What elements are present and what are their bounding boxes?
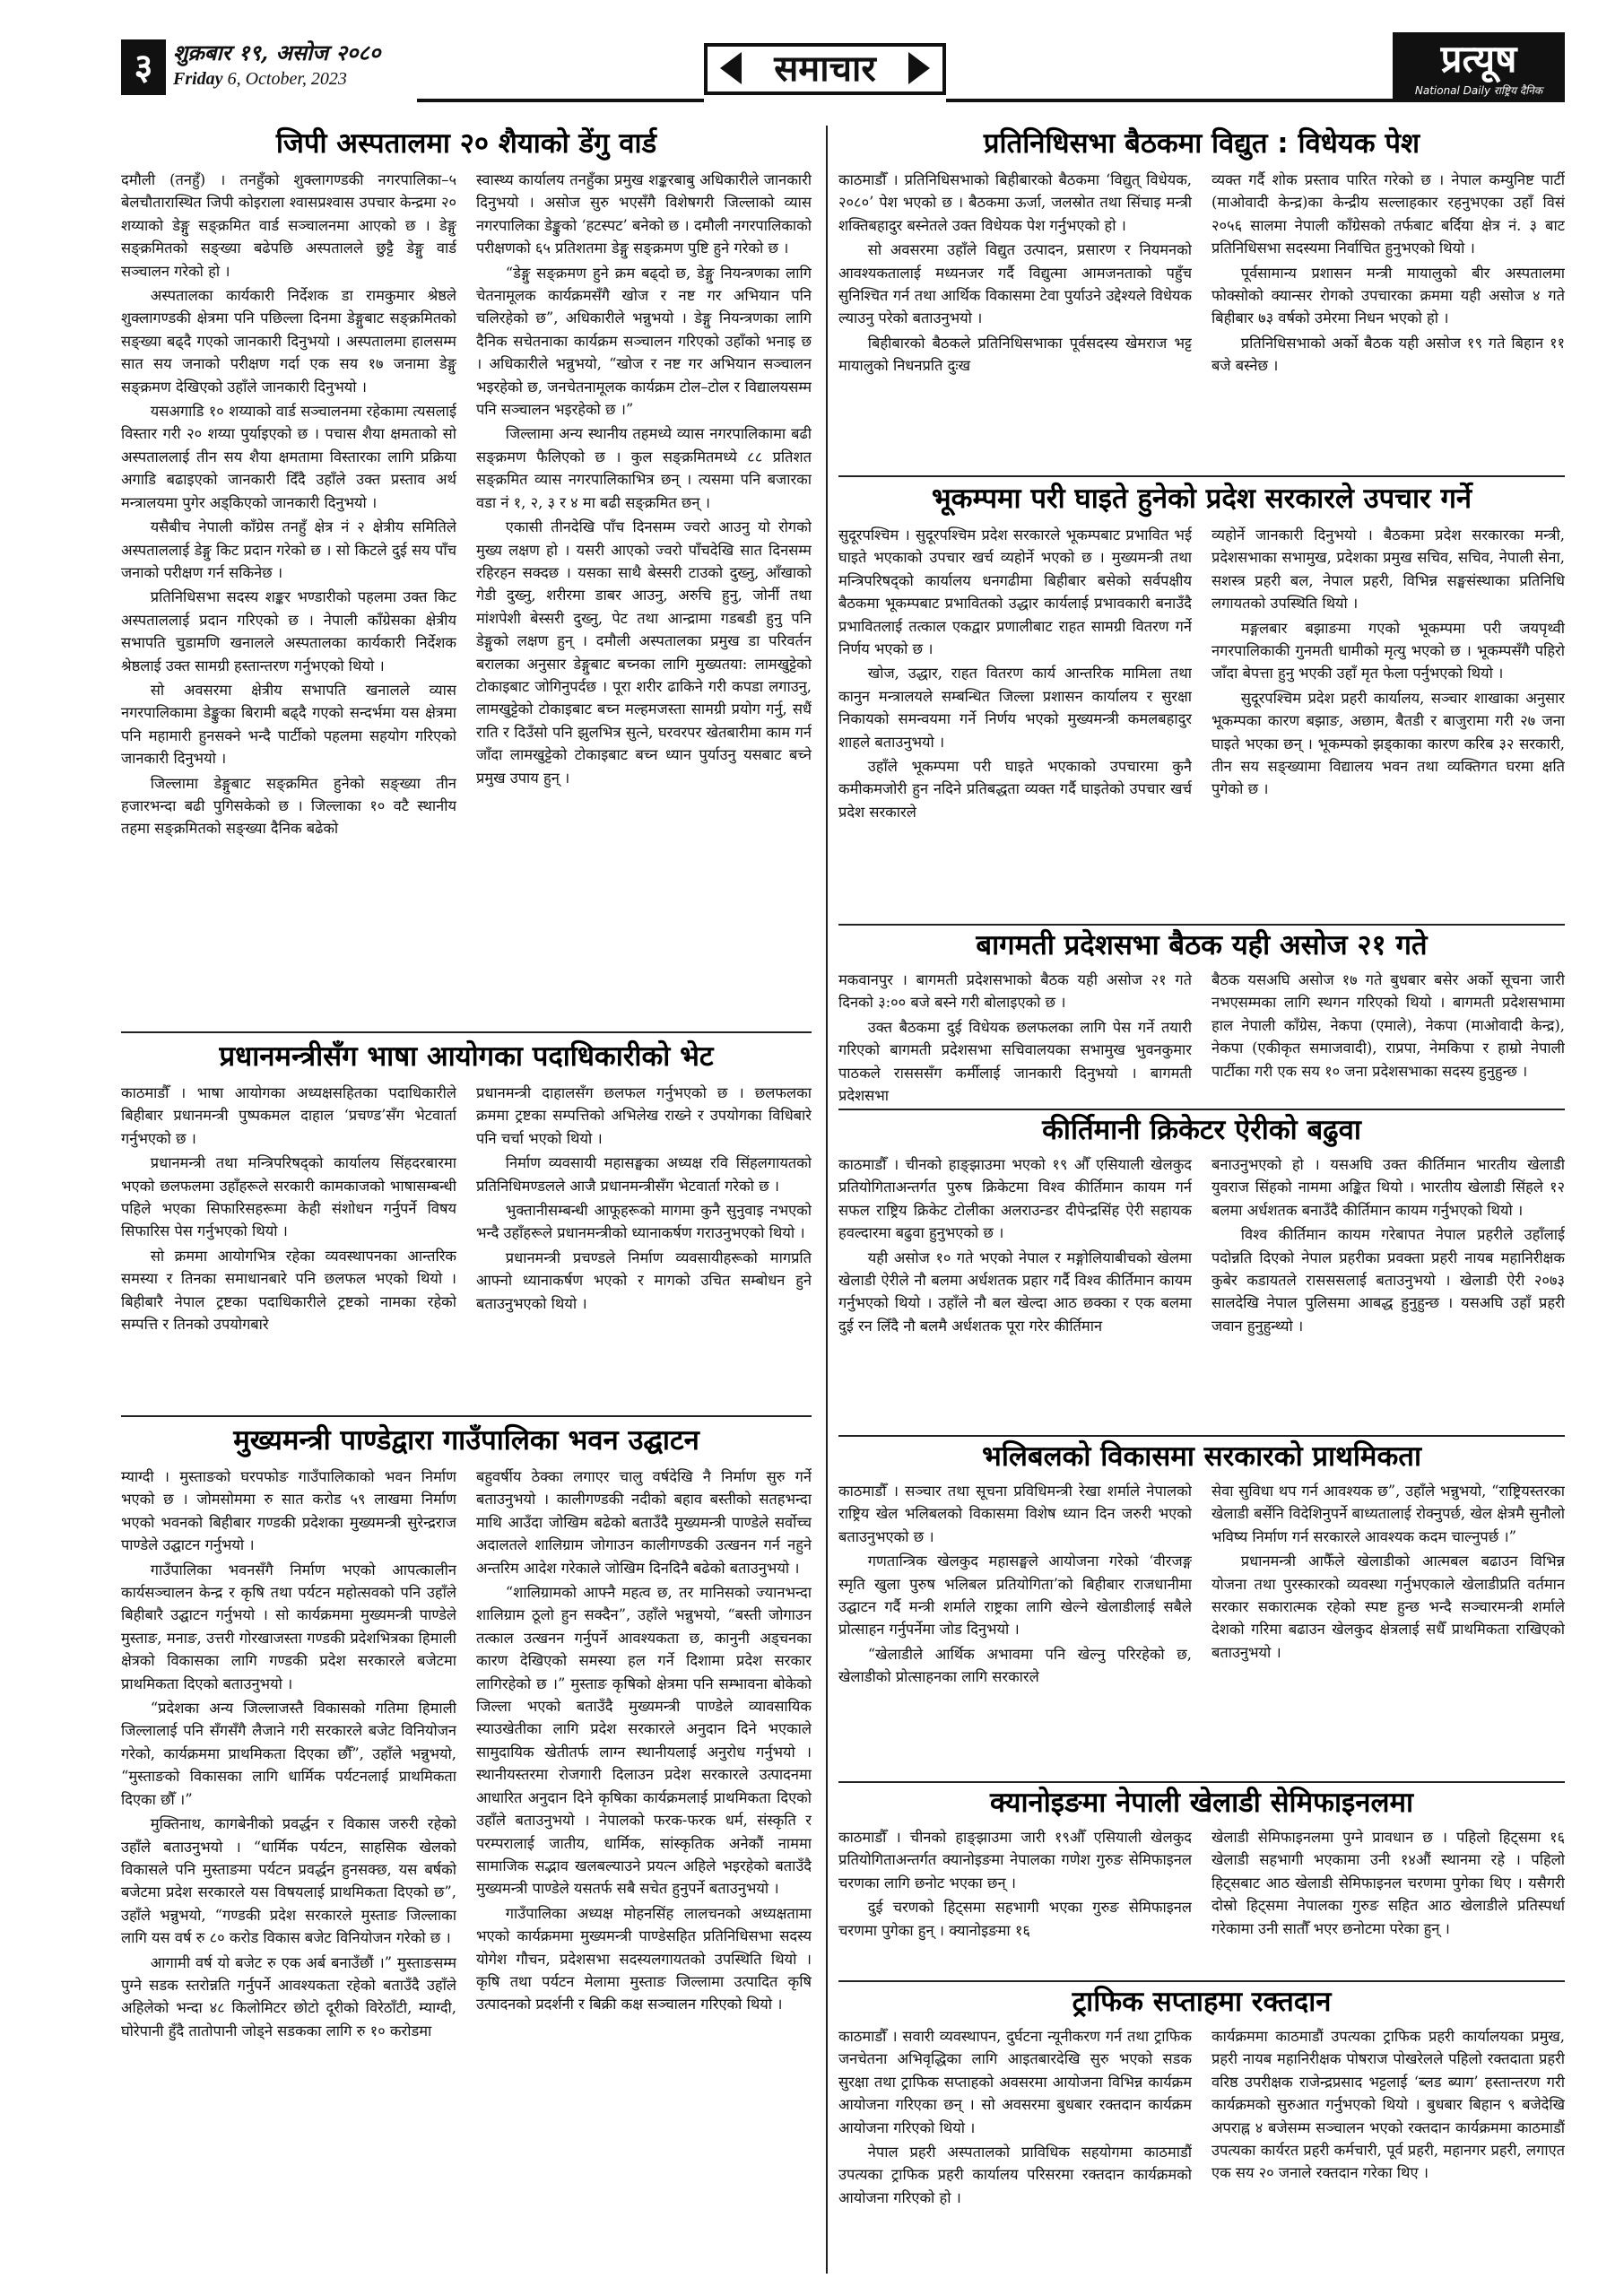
day-english: Friday: [173, 69, 223, 89]
article-body: [838, 169, 1565, 471]
paragraph: “खेलाडीले आर्थिक अभावमा पनि खेल्नु परिरहेको छ, खेलाडीको प्रोत्साहनका लागि सरकारले: [838, 1645, 1192, 1686]
paragraph: प्रधानमन्त्री दाहालसँग छलफल गर्नुभएको छ । छलफलका क्रममा ट्रष्टका सम्पत्तिको अभिलेख राख्ने र उपयोगका विधिबारे पनि चर्चा भएको थियो ।: [476, 1084, 812, 1147]
article-separator: [838, 1980, 1565, 1982]
page-number: ३: [121, 39, 166, 95]
paragraph: एकासी तीनदेखि पाँच दिनसम्म ज्वरो आउनु यो रोगको मुख्य लक्षण हो । यसरी आएको ज्वरो पाँचदेखि सात दिनसम्म रहिरहन सक्दछ । यसका साथै बेस्सरी टाउको दुख्नु, आँखाको गेडी दुख्नु, शरीरमा डाबर आउनु, अरुचि हुनु, जोर्नी तथा मांशपेशी बेस्सरी दुख्नु, पेट तथा आन्द्रामा गडबडी हुनु पनि डेङ्गुको लक्षण हुन् । दमौली अस्पतालका प्रमुख डा परिवर्तन बरालका अनुसार डेङ्गुबाट बच्नका लागि मुख्यतया: लामखुट्टेको टोकाइबाट जोगिनुपर्दछ । पूरा शरीर ढाकिने गरी कपडा लगाउनु, लामखुट्टेको टोकाइबाट बच्न मल्हमजस्ता सामग्री प्रयोग गर्नु, सधैं राति र दिउँसो पनि झुलभित्र सुत्ने, घरवरपर खेतबारीमा काम गर्न जाँदा लामखुट्टेको टोकाइबाट बच्न ध्यान पुर्याउनु यसबाट बच्ने प्रमुख उपाय हुन् ।: [476, 518, 812, 787]
article-column-2: [1211, 524, 1565, 920]
article-headline: ट्राफिक सप्ताहमा रक्तदान: [1072, 1986, 1332, 2018]
paragraph: आगामी वर्ष यो बजेट रु एक अर्ब बनाउँछौं ।” मुस्ताङसम्म पुग्ने सडक स्तरोन्नति गर्नुपर्ने आवश्यकता रहेको बताउँदै उहाँले अहिलेको भन्दा ४८ किलोमिटर छोटो दूरीको विरेठाँटी, म्याग्दी, घोरेपानी हुँदै तातोपानी जोड्ने सडकका लागि रु १० करोडमा: [121, 1953, 456, 2039]
paragraph: यसअगाडि १० शय्याको वार्ड सञ्चालनमा रहेकामा त्यसलाई विस्तार गरी २० शय्या पुर्याइएको छ । पचास शैया क्षमताको सो अस्पताललाई तीन सय शैया क्षमतामा विस्तारका लागि प्रक्रिया अगाडि बढाइएको जानकारी दिँदै उहाँले उक्त प्रस्ताव अर्थ मन्त्रालयमा पुगेर अड्किएको जानकारी दिनुभयो ।: [121, 403, 456, 511]
paragraph: काठमाडौँ । सवारी व्यवस्थापन, दुर्घटना न्यूनीकरण गर्न तथा ट्राफिक जनचेतना अभिवृद्धिका लागि आइतबारदेखि सुरु भएको सडक सुरक्षा तथा ट्राफिक सप्ताहको अवसरमा आयोजना विभिन्न कार्यक्रम आयोजना गरिएका छन् । सो अवसरमा बुधबार रक्तदान कार्यक्रम आयोजना गरिएको थियो ।: [838, 2028, 1192, 2136]
paragraph: निर्माण व्यवसायी महासङ्घका अध्यक्ष रवि सिंहलगायतको प्रतिनिधिमण्डलले आजै प्रधानमन्त्रीसँग भेटवार्ता गरेको छ ।: [476, 1154, 812, 1195]
paragraph: काठमाडौँ । प्रतिनिधिसभाको बिहीबारको बैठकमा ‘विद्युत् विधेयक, २०८०’ पेश भएको छ । बैठकमा ऊर्जा, जलस्रोत तथा सिंचाइ मन्त्री शक्तिबहादुर बस्नेतले उक्त विधेयक पेश गर्नुभएको हो ।: [838, 171, 1192, 234]
article-headline: जिपी अस्पतालमा २० शैयाको डेंगु वार्ड: [275, 127, 657, 160]
date-nepali: शुक्रबार १९, असोज २०८०: [173, 39, 381, 65]
article-column-2: [1211, 1153, 1565, 1431]
article-column-1: [838, 1480, 1192, 1778]
paragraph: सेवा सुविधा थप गर्न आवश्यक छ”, उहाँले भन्नुभयो, “राष्ट्रियस्तरका खेलाडी बर्सेनि विदेशिनुपर्ने बाध्यतालाई रोक्नुपर्छ, खेल क्षेत्रमै सुनौलो भविष्य निर्माण गर्न सरकारले आवश्यक कदम चाल्नुपर्छ ।”: [1211, 1483, 1565, 1545]
paragraph: “डेङ्गु सङ्क्रमण हुने क्रम बढ्दो छ, डेङ्गु नियन्त्रणका लागि चेतनामूलक कार्यक्रमसँगै खोज र नष्ट गर अभियान पनि चलिरहेको छ”, अधिकारीले भन्नुभयो । डेङ्गु नियन्त्रणका लागि दैनिक सचेतनाका कार्यक्रम सञ्चालन गरिएको उहाँको भनाइ छ । अधिकारीले भन्नुभयो, “खोज र नष्ट गर अभियान सञ्चालन भइरहेको छ, जनचेतनामूलक कार्यक्रम टोल–टोल र विद्यालयसम्म पनि सञ्चालन भइरहेको छ ।”: [476, 264, 812, 419]
article-column-1: [121, 1465, 456, 2274]
paragraph: बहुवर्षीय ठेक्का लगाएर चालु वर्षदेखि नै निर्माण सुरु गर्ने बताउनुभयो । कालीगण्डकी नदीको बहाव बस्तीको सतहभन्दा माथि आउँदा जोखिम बढेको बताउँदै मुख्यमन्त्री पाण्डेले सर्वोच्च अदालतले शालिग्राम जोगाउन कालीगण्डकी उत्खनन गर्न नहुने अन्तरिम आदेश गरेकाले जोखिम दिनदिनै बढेको बताउनुभयो ।: [476, 1468, 812, 1577]
article-separator: [838, 1109, 1565, 1110]
masthead: [121, 32, 1565, 113]
newspaper-logo: [1393, 32, 1565, 102]
article-canoeing-semifinal: [838, 1785, 1565, 1977]
paragraph: सो अवसरमा क्षेत्रीय सभापति खनालले व्यास नगरपालिकामा डेङ्कुका बिरामी बढ्दै गएको सन्दर्भमा यस क्षेत्रमा पनि महामारी हुनसक्ने भन्दै पार्टीको पहलमा सहयोग गरिएको जानकारी दिनुभयो ।: [121, 681, 456, 768]
article-column-1: [838, 2025, 1192, 2274]
paragraph: मकवानपुर । बागमती प्रदेशसभाको बैठक यही असोज २१ गते दिनको ३:०० बजे बस्ने गरी बोलाइएको छ ।: [838, 971, 1192, 1012]
article-body: [838, 1826, 1565, 1977]
article-column-2: [1211, 1480, 1565, 1778]
article-body: [838, 1480, 1565, 1778]
article-column-2: [1211, 1826, 1565, 1977]
paragraph: गाउँपालिका भवनसँगै निर्माण भएको आपत्कालीन कार्यसञ्चालन केन्द्र र कृषि तथा पर्यटन महोत्सवको पनि उहाँले बिहीबारै उद्घाटन गर्नुभयो । सो कार्यक्रममा मुख्यमन्त्री पाण्डेले मुस्ताङ, मनाङ, उत्तरी गोरखाजस्ता गण्डकी प्रदेशभित्रका हिमाली क्षेत्रको विकासका लागि गण्डकी प्रदेश सरकारले बजेटमा प्राथमिकता दिएको बताउनुभयो ।: [121, 1561, 456, 1692]
article-column-2: [476, 169, 812, 1022]
article-body: [838, 524, 1565, 920]
paragraph: उक्त बैठकमा दुई विधेयक छलफलका लागि पेस गर्ने तयारी गरिएको बागमती प्रदेशसभा सचिवालयका सभामुख भुवनकुमार पाठकले रासससँग कर्मीलाई जानकारी दिनुभयो । बागमती प्रदेशसभा: [838, 1018, 1192, 1105]
article-earthquake-treatment: [838, 481, 1565, 920]
paragraph: सुदूरपश्चिम प्रदेश प्रहरी कार्यालय, सञ्चार शाखाका अनुसार भूकम्पका कारण बझाङ, अछाम, बैतडी र बाजुरामा गरी २७ जना घाइते भएका छन् । भूकम्पको झड्काका कारण करिब ३२ सरकारी, तीन सय सङ्ख्यामा विद्यालय भवन तथा व्यक्तिगत घरमा क्षति पुगेको छ ।: [1211, 689, 1565, 798]
article-cricketer-promotion: [838, 1112, 1565, 1431]
article-column-2: [1211, 169, 1565, 471]
article-column-1: [838, 169, 1192, 471]
paragraph: सुदूरपश्चिम । सुदूरपश्चिम प्रदेश सरकारले भूकम्पबाट प्रभावित भई घाइते भएकाको उपचार खर्च व्यहोर्ने भएको छ । मुख्यमन्त्री तथा मन्त्रिपरिषद्को कार्यालय धनगढीमा बिहीबार बसेको सर्वपक्षीय बैठकमा भूकम्पबाट प्रभावितको उद्धार कार्यलाई प्रभावकारी बनाउँदै प्रभावितलाई तत्काल एकद्वार प्रणालीबाट राहत सामग्री वितरण गर्ने निर्णय भएको छ ।: [838, 526, 1192, 658]
paragraph: व्यहोर्ने जानकारी दिनुभयो । बैठकमा प्रदेश सरकारका मन्त्री, प्रदेशसभाका सभामुख, प्रदेशका प्रमुख सचिव, सचिव, नेपाली सेना, सशस्त्र प्रहरी बल, नेपाल प्रहरी, विभिन्न सङ्घसंस्थाका प्रतिनिधि लगायतको उपस्थिति थियो ।: [1211, 526, 1565, 613]
article-headline: प्रधानमन्त्रीसँग भाषा आयोगका पदाधिकारीको भेट: [219, 1040, 714, 1073]
article-body: [121, 169, 812, 1022]
article-column-1: [838, 524, 1192, 920]
paragraph: उहाँले भूकम्पमा परी घाइते भएकाको उपचारमा कुनै कमीकमजोरी हुन नदिने प्रतिबद्धता व्यक्त गर्दै घाइतेको उपचार खर्च प्रदेश सरकारले: [838, 758, 1192, 821]
article-separator: [838, 1781, 1565, 1783]
article-headline: प्रतिनिधिसभा बैठकमा विद्युत : विधेयक पेश: [983, 127, 1420, 160]
article-electricity-bill: [838, 126, 1565, 471]
paragraph: खोज, उद्धार, राहत वितरण कार्य आन्तरिक मामिला तथा कानुन मन्त्रालयले सम्बन्धित जिल्ला प्रशासन कार्यालय र सुरक्षा निकायको समन्वयमा गर्ने निर्णय भएको मुख्यमन्त्री कमलबहादुर शाहले बताउनुभयो ।: [838, 665, 1192, 751]
article-body: [121, 1082, 812, 1406]
column-divider: [826, 126, 828, 2274]
section-title: समाचार: [704, 43, 946, 95]
paragraph: मुक्तिनाथ, कागबेनीको प्रवर्द्धन र विकास जरुरी रहेको उहाँले बताउनुभयो । “धार्मिक पर्यटन, साहसिक खेलको विकासले पनि मुस्ताङमा पर्यटन प्रवर्द्धन हुनसक्छ, यस बर्षको बजेटमा प्रदेश सरकारले यस विषयलाई प्राथमिकता दिएको छ”, उहाँले भन्नुभयो, “गण्डकी प्रदेश सरकारले मुस्ताङ जिल्लाका लागि यस वर्ष रु ८० करोड विकास बजेट विनियोजन गरेको छ ।: [121, 1815, 456, 1947]
paragraph: “शालिग्रामको आफ्नै महत्व छ, तर मानिसको ज्यानभन्दा शालिग्राम ठूलो हुन सक्दैन”, उहाँले भन्नुभयो, “बस्ती जोगाउन तत्काल उत्खनन गर्नुपर्ने आवश्यकता छ, कानुनी अड्चनका कारण देखिएको समस्या हल गर्ने दिशामा प्रदेश सरकार लागिरहेको छ ।” मुस्ताङ कृषिको क्षेत्रमा पनि सम्भावना बोकेको जिल्ला भएको बताउँदै मुख्यमन्त्री पाण्डेले व्यावसायिक स्याउखेतीका लागि प्रदेश सरकारले अनुदान दिने भएकाले सामुदायिक खेतीतर्फ लाग्न स्थानीयलाई अनुरोध गर्नुभयो । स्थानीयस्तरमा रोजगारी दिलाउन प्रदेश सरकारले उत्पादनमा आधारित अनुदान दिने कृषिका कार्यक्रमलाई प्राथमिकता दिएको उहाँले बताउनुभयो । नेपालको फरक-फरक धर्म, संस्कृति र परम्परालाई जातीय, धार्मिक, सांस्कृतिक अनेकौं नाममा सामाजिक सद्भाव खलबल्याउने प्रयत्न अहिले भइरहेको बताउँदै मुख्यमन्त्री पाण्डेले यसतर्फ सबै सचेत हुनुपर्ने बताउनुभयो ।: [476, 1584, 812, 1898]
article-headline: भलिबलको विकासमा सरकारको प्राथमिकता: [982, 1440, 1421, 1473]
paragraph: जिल्लामा अन्य स्थानीय तहमध्ये व्यास नगरपालिकामा बढी सङ्क्रमण फैलिएको छ । कुल सङ्क्रमितमध्ये ८८ प्रतिशत सङ्क्रमित व्यास नगरपालिकाभित्र छन् । त्यसमा पनि बजारका वडा नं १, २, ३ र ४ मा बढी सङ्क्रमित छन् ।: [476, 425, 812, 511]
article-dengue-ward: [121, 126, 812, 1022]
article-column-1: [838, 969, 1192, 1105]
article-column-2: [476, 1082, 812, 1406]
header-rule-left: [417, 99, 704, 102]
paragraph: यसैबीच नेपाली काँग्रेस तनहुँ क्षेत्र नं २ क्षेत्रीय समितिले अस्पताललाई डेङ्गु किट प्रदान गरेको छ । सो किटले दुई सय पाँच जनाको परीक्षण गर्न सकिनेछ ।: [121, 518, 456, 581]
logo-tagline: National Daily राष्ट्रिय दैनिक: [1414, 84, 1543, 97]
logo-text: प्रत्यूष: [1440, 37, 1517, 81]
paragraph: काठमाडौँ । चीनको हाङ्झाउमा भएको १९ औँ एसियाली खेलकुद प्रतियोगिताअन्तर्गत पुरुष क्रिकेटमा विश्व कीर्तिमान कायम गर्न सफल राष्ट्रिय क्रिकेट टोलीका अलराउन्डर दीपेन्द्रसिंह ऐरी सहायक हवल्दारमा बढुवा हुनुभएको छ ।: [838, 1156, 1192, 1242]
paragraph: प्रधानमन्त्री आफैँले खेलाडीको आत्मबल बढाउन विभिन्न योजना तथा पुरस्कारको व्यवस्था गर्नुभएकाले खेलाडीप्रति वर्तमान सरकार सकारात्मक रहेको स्पष्ट हुन्छ भन्दै सञ्चारमन्त्री शर्माले देशको गरिमा बढाउन खेलकुद क्षेत्रलाई सधैँ प्राथमिकता राखिएको बताउनुभयो ।: [1211, 1552, 1565, 1661]
article-volleyball-priority: [838, 1439, 1565, 1778]
date-english-line: [173, 66, 380, 91]
paragraph: सो क्रममा आयोगभित्र रहेका व्यवस्थापनका आन्तरिक समस्या र तिनका समाधानबारे पनि छलफल भएको थियो । बिहीबारै नेपाल ट्रष्टका पदाधिकारीले ट्रष्टको नामका रहेको सम्पत्ति र तिनको उपयोगबारे: [121, 1247, 456, 1334]
article-column-2: [476, 1465, 812, 2274]
article-separator: [838, 1435, 1565, 1437]
article-separator: [838, 475, 1565, 477]
article-headline: कीर्तिमानी क्रिकेटर ऐरीको बढुवा: [1042, 1114, 1361, 1146]
article-body: [121, 1465, 812, 2274]
article-headline: बागमती प्रदेशसभा बैठक यही असोज २१ गते: [976, 929, 1428, 961]
paragraph: दुई चरणको हिट्समा सहभागी भएका गुरुङ सेमिफाइनल चरणमा पुगेका हुन् । क्यानोइङमा १६: [838, 1899, 1192, 1939]
paragraph: व्यक्त गर्दै शोक प्रस्ताव पारित गरेको छ । नेपाल कम्युनिष्ट पार्टी (माओवादी केन्द्र)का केन्द्रीय सल्लाहकार रहनुभएका उहाँ विसं २०५६ सालमा नेपाली काँग्रेसको तर्फबाट बर्दिया क्षेत्र नं. ३ बाट प्रतिनिधिसभा सदस्यमा निर्वाचित हुनुभएको थियो ।: [1211, 171, 1565, 257]
paragraph: स्वास्थ्य कार्यालय तनहुँका प्रमुख शङ्करबाबु अधिकारीले जानकारी दिनुभयो । असोज सुरु भएसँगै विशेषगरी जिल्लाको व्यास नगरपालिका डेङ्कुको ‘हटस्पट’ बनेको छ । दमौली नगरपालिकाको परीक्षणको ६५ प्रतिशतमा डेङ्गु सङ्क्रमण पुष्टि हुने गरेको छ ।: [476, 171, 812, 257]
paragraph: अस्पतालका कार्यकारी निर्देशक डा रामकुमार श्रेष्ठले शुक्लागण्डकी क्षेत्रमा पनि पछिल्ला दिनमा डेङ्गुबाट सङ्क्रमितको सङ्ख्या बढ्दै गएको जानकारी दिनुभयो । अस्पतालमा हालसम्म सात सय जनाको परीक्षण गर्दा एक सय १७ जनामा डेङ्गु सङ्क्रमण देखिएको उहाँले जानकारी दिनुभयो ।: [121, 287, 456, 396]
paragraph: “प्रदेशका अन्य जिल्लाजस्तै विकासको गतिमा हिमाली जिल्लालाई पनि सँगसँगै लैजाने गरी सरकारले बजेट विनियोजन गरेको, कार्यक्रममा प्राथमिकता दिएका छौँ”, उहाँले भन्नुभयो, “मुस्ताङको विकासका लागि धार्मिक पर्यटनलाई प्राथमिकता दिएका छौँ ।”: [121, 1700, 456, 1808]
paragraph: बनाउनुभएको हो । यसअघि उक्त कीर्तिमान भारतीय खेलाडी युवराज सिंहको नाममा अङ्कित थियो । भारतीय खेलाडी सिंहले १२ बलमा अर्धशतक बनाउँदै कीर्तिमान कायम गर्नुभएको थियो ।: [1211, 1156, 1565, 1219]
paragraph: बैठक यसअघि असोज १७ गते बुधबार बसेर अर्को सूचना जारी नभएसम्मका लागि स्थगन गरिएको थियो । बागमती प्रदेशसभामा हाल नेपाली काँग्रेस, नेकपा (एमाले), नेकपा (माओवादी केन्द्र), नेकपा (एकीकृत समाजवादी), राप्रपा, नेमकिपा र हाम्रो नेपाली पार्टीका गरी एक सय १० जना प्रदेशसभाका सदस्य हुनुहुन्छ ।: [1211, 971, 1565, 1080]
paragraph: मङ्गलबार बझाङमा गएको भूकम्पमा परी जयपृथ्वी नगरपालिकाकी गुनमती धामीको मृत्यु भएको छ । भूकम्पसँगै पहिरो जाँदा बेपत्ता हुनु भएकी उहाँ मृत फेला पर्नुभएको थियो ।: [1211, 619, 1565, 683]
article-language-commission: [121, 1039, 812, 1406]
arrow-right-icon: [908, 52, 930, 84]
paragraph: म्याग्दी । मुस्ताङको घरपफोङ गाउँपालिकाको भवन निर्माण भएको छ । जोमसोममा रु सात करोड ५९ लाखमा निर्माण भएको भवनको बिहीबार गण्डकी प्रदेशका मुख्यमन्त्री सुरेन्द्रराज पाण्डेले उद्घाटन गर्नुभयो ।: [121, 1468, 456, 1554]
article-column-2: [1211, 969, 1565, 1105]
issue-date: [173, 39, 380, 91]
paragraph: दमौली (तनहुँ) । तनहुँको शुक्लागण्डकी नगरपालिका–५ बेलचौतारास्थित जिपी कोइराला श्वासप्रश्वास उपचार केन्द्रमा २० शय्याको डेङ्गु सङ्क्रमित वार्ड सञ्चालनमा आएको छ । डेङ्गु सङ्क्रमितको सङ्ख्या बढेपछि अस्पतालले छुट्टै डेङ्गु वार्ड सञ्चालन गरेको हो ।: [121, 171, 456, 280]
article-bagmati-assembly: [838, 927, 1565, 1105]
paragraph: नेपाल प्रहरी अस्पतालको प्राविधिक सहयोगमा काठमाडौं उपत्यका ट्राफिक प्रहरी कार्यालय परिसरमा रक्तदान कार्यक्रमको आयोजना गरिएको हो ।: [838, 2144, 1192, 2206]
paragraph: सो अवसरमा उहाँले विद्युत उत्पादन, प्रसारण र नियमनको आवश्यकतालाई मध्यनजर गर्दै विद्युत्मा आमजनताको पहुँच सुनिश्चित गर्न तथा आर्थिक विकासमा टेवा पुर्याउने उद्देश्यले विधेयक ल्याउनु परेको बताउनुभयो ।: [838, 241, 1192, 327]
paragraph: काठमाडौँ । चीनको हाङ्झाउमा जारी १९औँ एसियाली खेलकुद प्रतियोगिताअन्तर्गत क्यानोइङमा नेपालका गणेश गुरुङ सेमिफाइनल चरणका लागि छनोट भएका छन् ।: [838, 1829, 1192, 1892]
article-column-2: [1211, 2025, 1565, 2274]
paragraph: काठमाडौँ । सञ्चार तथा सूचना प्रविधिमन्त्री रेखा शर्माले नेपालको राष्ट्रिय खेल भलिबलको विकासमा विशेष ध्यान दिन जरुरी भएको बताउनुभएको छ ।: [838, 1483, 1192, 1545]
paragraph: भुक्तानीसम्बन्धी आफूहरूको मागमा कुनै सुनुवाइ नभएको भन्दै उहाँहरूले प्रधानमन्त्रीको ध्यानाकर्षण गराउनुभएको थियो ।: [476, 1202, 812, 1242]
article-headline: भूकम्पमा परी घाइते हुनेको प्रदेश सरकारले उपचार गर्ने: [931, 483, 1472, 515]
paragraph: प्रधानमन्त्री प्रचण्डले निर्माण व्यवसायीहरूको मागप्रति आफ्नो ध्यानाकर्षण भएको र मागको उचित सम्बोधन हुने बताउनुभएको थियो ।: [476, 1248, 812, 1312]
article-column-1: [838, 1826, 1192, 1977]
paragraph: यही असोज १० गते भएको नेपाल र मङ्गोलियाबीचको खेलमा खेलाडी ऐरीले नौ बलमा अर्धशतक प्रहार गर्दै विश्व कीर्तिमान कायम गर्नुभएको थियो । उहाँले नौ बल खेल्दा आठ छक्का र एक बलमा दुई रन लिँदै नौ बलमै अर्धशतक पूरा गरेर कीर्तिमान: [838, 1248, 1192, 1335]
article-separator: [121, 1031, 812, 1033]
article-body: [838, 1153, 1565, 1431]
article-separator: [838, 924, 1565, 926]
paragraph: प्रतिनिधिसभाको अर्को बैठक यही असोज १९ गते बिहान ११ बजे बस्नेछ ।: [1211, 334, 1565, 375]
paragraph: विश्व कीर्तिमान कायम गरेबापत नेपाल प्रहरीले उहाँलाई पदोन्नति दिएको नेपाल प्रहरीका प्रवक्ता प्रहरी नायब महानिरीक्षक कुबेर कडायतले रासससलाई बताउनुभयो । खेलाडी ऐरी २०७३ सालदेखि नेपाल पुलिसमा आबद्ध हुनुहुन्छ । यसअघि उहाँ प्रहरी जवान हुनुहुन्थ्यो ।: [1211, 1226, 1565, 1335]
article-separator: [121, 1415, 812, 1417]
paragraph: प्रतिनिधिसभा सदस्य शङ्कर भण्डारीको पहलमा उक्त किट अस्पताललाई प्रदान गरिएको छ । नेपाली काँग्रेसका क्षेत्रीय सभापति चुडामणि खनालले अस्पतालका कार्यकारी निर्देशक श्रेष्ठलाई उक्त सामग्री हस्तान्तरण गर्नुभएको थियो ।: [121, 588, 456, 674]
paragraph: खेलाडी सेमिफाइनलमा पुग्ने प्रावधान छ । पहिलो हिट्समा १६ खेलाडी सहभागी भएकामा उनी १४औं स्थानमा रहे । पहिलो हिट्सबाट आठ खेलाडी सेमिफाइनल चरणमा पुगेका थिए । यसैगरी दोस्रो हिट्समा नेपालका गुरुङ सहित आठ खेलाडीले प्रतिस्पर्धा गरेकामा उनी सातौँ भएर छनोटमा परेका हुन् ।: [1211, 1829, 1565, 1937]
paragraph: गाउँपालिका अध्यक्ष मोहनसिंह लालचनको अध्यक्षतामा भएको कार्यक्रममा मुख्यमन्त्री पाण्डेसहित प्रतिनिधिसभा सदस्य योगेश गौचन, प्रदेशसभा सदस्यलगायतको उपस्थिति थियो । कृषि तथा पर्यटन मेलामा मुस्ताङ जिल्लामा उत्पादित कृषि उत्पादनको प्रदर्शनी र बिक्री कक्ष सञ्चालन गरिएको थियो ।: [476, 1904, 812, 2013]
article-column-1: [121, 169, 456, 1022]
arrow-left-icon: [720, 52, 742, 84]
article-column-1: [838, 1153, 1192, 1431]
header-rule-right: [946, 99, 1393, 102]
paragraph: काठमाडौँ । भाषा आयोगका अध्यक्षसहितका पदाधिकारीले बिहीबार प्रधानमन्त्री पुष्पकमल दाहाल ‘प्रचण्ड’सँग भेटवार्ता गर्नुभएको छ ।: [121, 1084, 456, 1147]
article-headline: मुख्यमन्त्री पाण्डेद्वारा गाउँपालिका भवन उद्घाटन: [233, 1424, 699, 1457]
paragraph: कार्यक्रममा काठमाडौं उपत्यका ट्राफिक प्रहरी कार्यालयका प्रमुख, प्रहरी नायब महानिरीक्षक पोषराज पोखरेलले पहिलो रक्तदाता प्रहरी वरिष्ठ उपरीक्षक राजेन्द्रप्रसाद भट्टलाई ‘ब्लड ब्याग’ हस्तान्तरण गरी कार्यक्रमको सुरुआत गर्नुभएको थियो । बुधबार बिहान ९ बजेदेखि अपराह्न ४ बजेसम्म सञ्चालन भएको रक्तदान कार्यक्रममा काठमाडौं उपत्यका कार्यरत प्रहरी कर्मचारी, पूर्व प्रहरी, महानगर प्रहरी, लगाएत एक सय २० जनाले रक्तदान गरेका थिए ।: [1211, 2028, 1565, 2182]
paragraph: पूर्वसामान्य प्रशासन मन्त्री मायालुको बीर अस्पतालमा फोक्सोको क्यान्सर रोगको उपचारका क्रममा यही असोज ४ गते बिहीबार ७३ वर्षको उमेरमा निधन भएको हो ।: [1211, 264, 1565, 327]
article-column-1: [121, 1082, 456, 1406]
article-body: [838, 2025, 1565, 2274]
paragraph: गणतान्त्रिक खेलकुद महासङ्घले आयोजना गरेको ‘वीरजङ्ग स्मृति खुला पुरुष भलिबल प्रतियोगिता’को बिहीबार राजधानीमा उद्घाटन गर्दै मन्त्री शर्माले राष्ट्रका लागि खेल्ने खेलाडीलाई सबैले प्रोत्साहन गर्नुपर्नेमा जोड दिनुभयो ।: [838, 1552, 1192, 1639]
paragraph: जिल्लामा डेङ्गुबाट सङ्क्रमित हुनेको सङ्ख्या तीन हजारभन्दा बढी पुगिसकेको छ । जिल्लाका १० वटै स्थानीय तहमा सङ्क्रमितको सङ्ख्या दैनिक बढेको: [121, 774, 456, 838]
date-english: 6, October, 2023: [227, 69, 347, 89]
article-cm-inauguration: [121, 1422, 812, 2274]
article-body: [838, 969, 1565, 1105]
article-headline: क्यानोइङमा नेपाली खेलाडी सेमिफाइनलमा: [989, 1787, 1414, 1819]
article-traffic-blood-donation: [838, 1984, 1565, 2274]
paragraph: प्रधानमन्त्री तथा मन्त्रिपरिषद्को कार्यालय सिंहदरबारमा भएको छलफलमा उहाँहरूले सरकारी कामकाजको भाषासम्बन्धी पहिले भएका सिफारिसहरूमा केही संशोधन गर्नुपर्ने विषय सिफारिस पेस गर्नुभएको थियो ।: [121, 1154, 456, 1240]
paragraph: बिहीबारको बैठकले प्रतिनिधिसभाका पूर्वसदस्य खेमराज भट्ट मायालुको निधनप्रति दुःख: [838, 334, 1192, 375]
